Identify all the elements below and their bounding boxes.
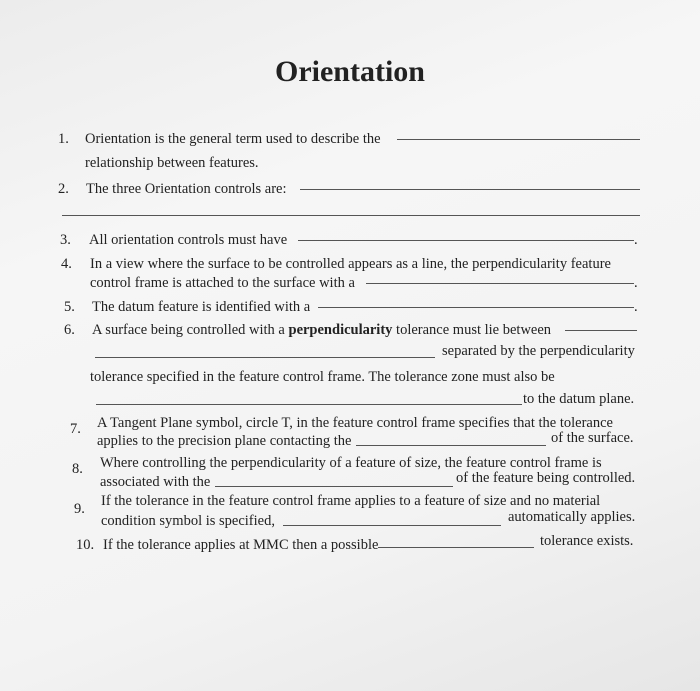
item-7-text-3: of the surface. [551,430,634,446]
item-10-blank[interactable] [378,547,534,548]
item-4-period: . [634,275,638,291]
item-7-number: 7. [70,421,81,437]
item-3-blank[interactable] [298,240,634,241]
item-2-blank-1[interactable] [300,189,640,190]
item-3-number: 3. [60,232,71,248]
item-7-text: A Tangent Plane symbol, circle T, in the feature control frame specifies that the tolerance [97,415,613,431]
item-6-text-3: tolerance specified in the feature control frame. The tolerance zone must also be [90,369,555,385]
item-6-text-4: to the datum plane. [523,391,635,407]
item-9-blank[interactable] [283,525,501,526]
item-8-text: Where controlling the perpendicularity of a feature of size, the feature control frame is [100,455,602,471]
item-8-number: 8. [72,461,83,477]
item-10-number: 10. [76,537,95,553]
item-5-text: The datum feature is identified with a [92,299,311,315]
item-9-number: 9. [74,501,85,517]
item-1-text: Orientation is the general term used to describe the [85,131,381,147]
item-6-text-2: separated by the perpendicularity [442,343,635,359]
item-2-blank-2[interactable] [62,215,640,216]
item-9-text: If the tolerance in the feature control frame applies to a feature of size and no material [101,493,601,509]
item-4-blank[interactable] [366,283,634,284]
item-3-text: All orientation controls must have [89,232,288,248]
item-5-period: . [634,299,638,315]
item-5-number: 5. [64,299,75,315]
item-6-blank-2[interactable] [95,357,435,358]
item-2-number: 2. [58,181,69,197]
item-9-text-2: condition symbol is specified, [101,513,275,529]
item-8-text-2: associated with the [100,474,211,490]
item-9-text-3: automatically applies. [508,509,636,525]
item-1-blank[interactable] [397,139,640,140]
page-title: Orientation [275,55,425,88]
item-3-period: . [634,232,638,248]
item-5-blank[interactable] [318,307,634,308]
item-1-number: 1. [58,131,69,147]
item-4-number: 4. [61,256,72,272]
item-6-blank-3[interactable] [96,404,522,405]
item-6-blank-1[interactable] [565,330,637,331]
item-4-text: In a view where the surface to be controlled appears as a line, the perpendicularity feature [90,256,611,272]
item-8-text-3: of the feature being controlled. [456,470,636,486]
item-7-text-2: applies to the precision plane contacting the [97,433,352,449]
item-1-text-2: relationship between features. [85,155,259,171]
item-10-text: If the tolerance applies at MMC then a possible [103,537,379,553]
item-10-text-2: tolerance exists. [540,533,634,549]
item-6-number: 6. [64,322,75,338]
item-6-text: A surface being controlled with a perpendicularity tolerance must lie between [92,322,552,338]
item-8-blank[interactable] [215,486,453,487]
item-2-text: The three Orientation controls are: [86,181,287,197]
item-7-blank[interactable] [356,445,546,446]
item-4-text-2: control frame is attached to the surface with a [90,275,355,291]
